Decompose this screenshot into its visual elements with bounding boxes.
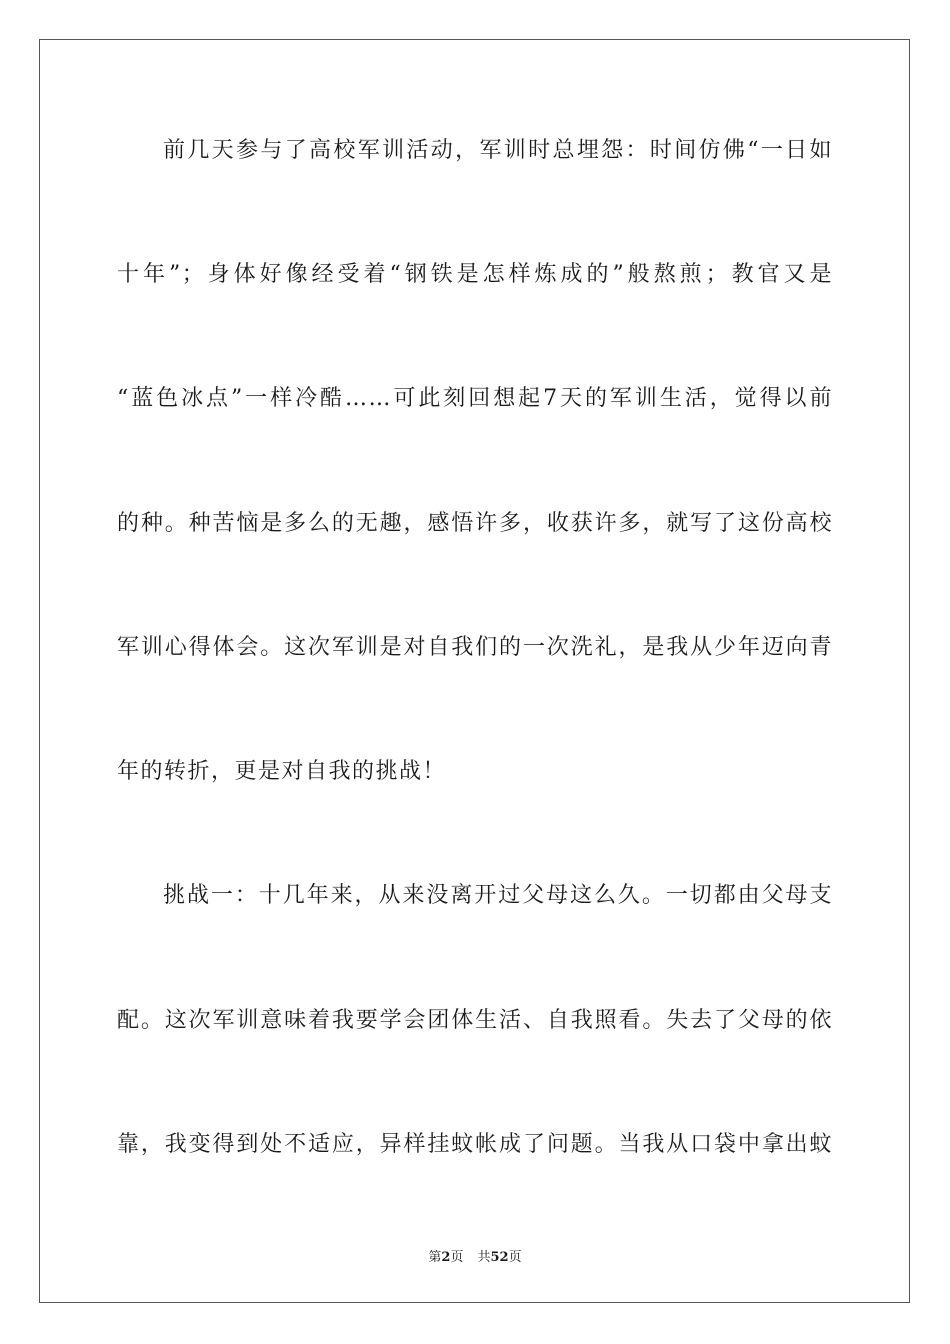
text-line: 挑战一：十几年来，从来没离开过父母这么久。一切都由父母支	[163, 883, 833, 908]
page-footer	[0, 1250, 950, 1266]
text-line: 年的转折，更是对自我的挑战！	[117, 759, 447, 784]
text-line: 十年”；身体好像经受着“钢铁是怎样炼成的”般熬煎；教官又是	[117, 262, 833, 287]
text-line: 靠，我变得到处不适应，异样挂蚊帐成了问题。当我从口袋中拿出蚊	[117, 1132, 833, 1157]
total-prefix: 共	[477, 1250, 491, 1265]
page-suffix: 页	[450, 1250, 464, 1265]
text-line: 前几天参与了高校军训活动，军训时总埋怨：时间仿佛“一日如	[163, 138, 833, 163]
page-number: 2	[441, 1250, 451, 1265]
text-line: 的种。种苦恼是多么的无趣，感悟许多，收获许多，就写了这份高校	[117, 511, 833, 536]
page-border	[39, 39, 910, 1303]
total-pages: 52	[490, 1250, 509, 1265]
text-line: 军训心得体会。这次军训是对自我们的一次洗礼，是我从少年迈向青	[117, 635, 833, 660]
text-line: “蓝色冰点”一样冷酷……可此刻回想起7天的军训生活，觉得以前	[117, 386, 833, 411]
total-suffix: 页	[508, 1250, 522, 1265]
text-line: 配。这次军训意味着我要学会团体生活、自我照看。失去了父母的依	[117, 1008, 833, 1033]
page-prefix: 第	[428, 1250, 442, 1265]
